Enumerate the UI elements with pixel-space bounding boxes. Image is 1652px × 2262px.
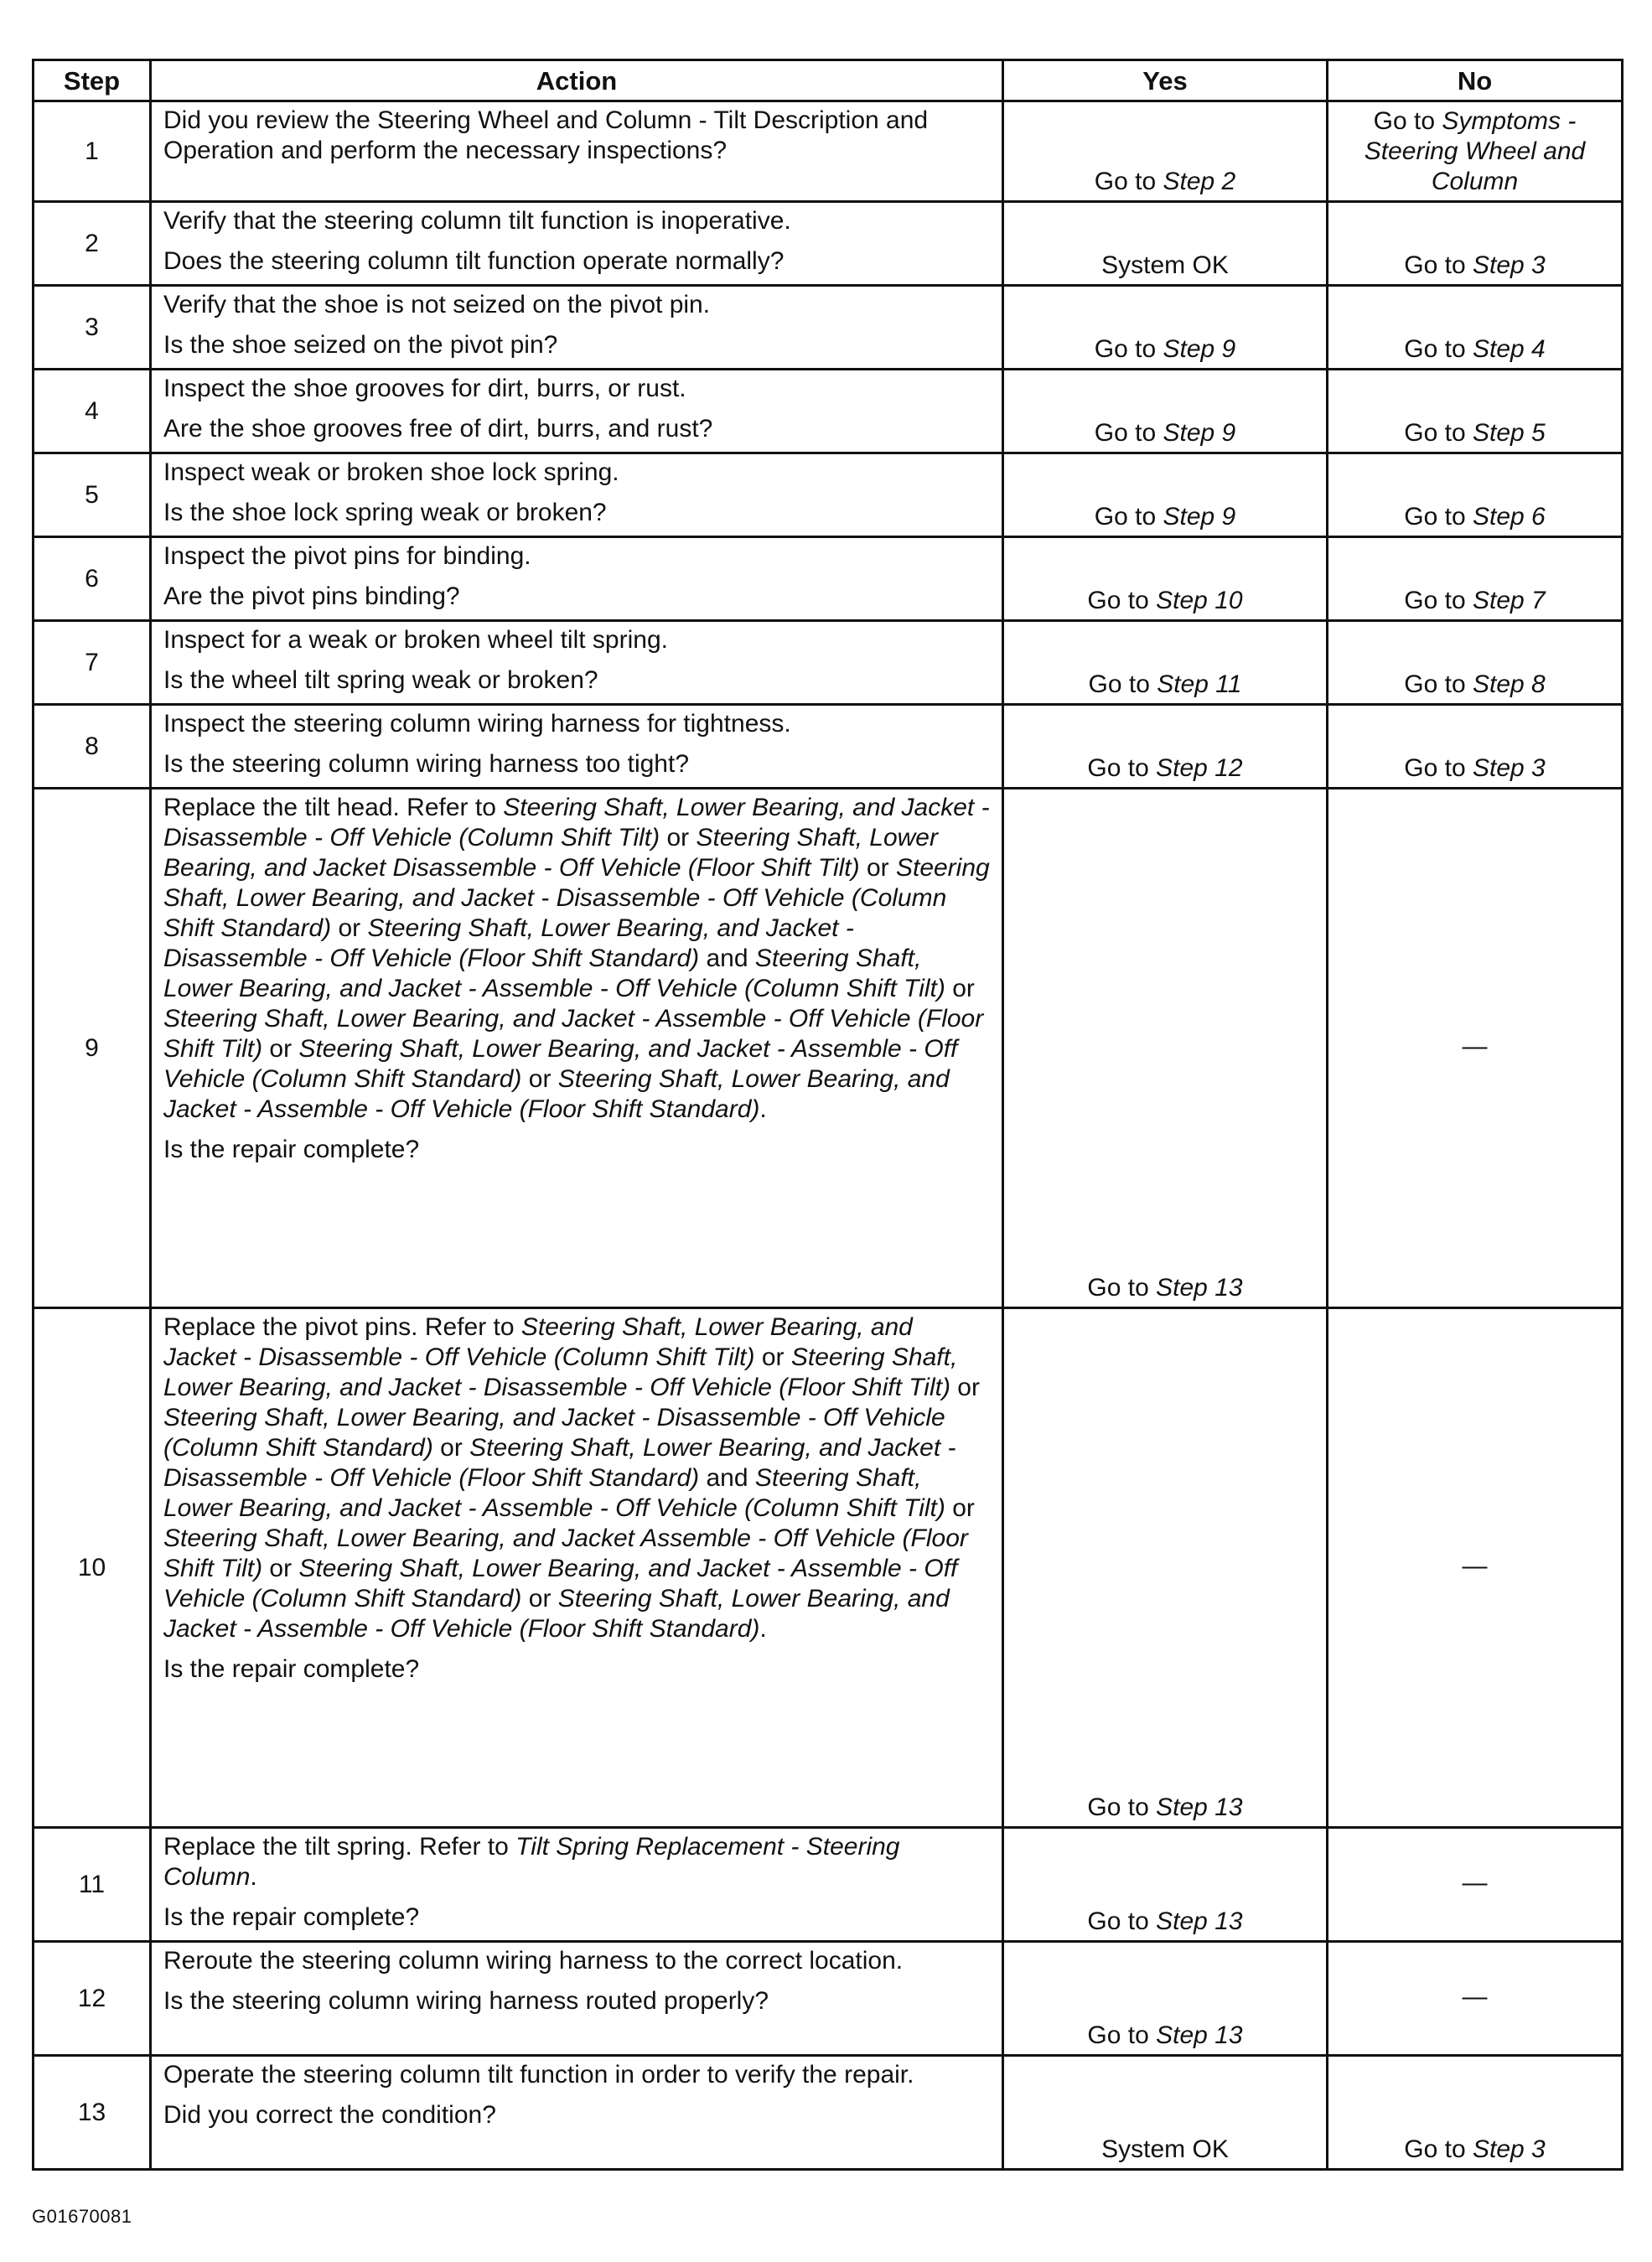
no-text: Go to [1404,251,1473,279]
no-cell [1328,202,1623,286]
step-number: 3 [34,286,151,370]
no-text: Go to [1404,503,1473,531]
no-text: Go to [1404,419,1473,447]
action-question: Is the shoe seized on the pivot pin? [163,331,558,359]
action-cell [151,286,1003,370]
no-step-reference: Step 7 [1472,587,1546,614]
no-step-reference: Step 4 [1472,335,1546,363]
yes-text: Go to [1087,754,1157,782]
yes-step-reference: Step 9 [1163,419,1236,447]
action-cell [151,370,1003,453]
step-number: 13 [34,2056,151,2170]
yes-step-reference: Step 13 [1156,1907,1243,1935]
step-number: 11 [34,1828,151,1942]
action-text: Verify that the shoe is not seized on the pivot pin. [163,291,711,318]
header-step: Step [34,60,151,101]
action-cell [151,453,1003,537]
action-text: Inspect for a weak or broken wheel tilt spring. [163,626,668,654]
action-text: Inspect the steering column wiring harness for tightness. [163,710,791,738]
action-description [163,1946,990,1976]
action-text: Replace the tilt head. Refer to [163,794,504,821]
step-number: 10 [34,1308,151,1828]
action-cell [151,202,1003,286]
action-text: and [699,1464,755,1492]
header-row [34,60,1623,101]
yes-cell [1003,370,1328,453]
procedure-reference: Steering Shaft, Lower Bearing, and Jacket - Assemble - Off Vehicle (Column Shift Tilt) [163,1464,945,1522]
action-description [163,1312,990,1644]
no-text: — [1462,1551,1488,1580]
action-text: or [262,1035,299,1063]
yes-cell [1003,621,1328,705]
yes-cell [1003,101,1328,202]
action-text: or [660,824,697,851]
yes-text: System OK [1101,251,1229,279]
step-number: 2 [34,202,151,286]
yes-cell [1003,705,1328,789]
no-text: Go to [1373,107,1442,135]
yes-text: Go to [1094,335,1163,363]
table-row [34,1828,1623,1942]
action-description [163,2060,990,2090]
action-text: or [950,1374,980,1401]
step-number: 5 [34,453,151,537]
yes-step-reference: Step 11 [1157,670,1242,698]
action-cell [151,101,1003,202]
yes-cell [1003,453,1328,537]
action-question: Is the repair complete? [163,1903,420,1931]
action-text: Replace the pivot pins. Refer to [163,1313,521,1341]
header-no: No [1328,60,1623,101]
table-row [34,101,1623,202]
action-text: Inspect weak or broken shoe lock spring. [163,458,619,486]
no-step-reference: Symptoms - Steering Wheel and Column [1364,107,1586,195]
action-text: Verify that the steering column tilt function is inoperative. [163,207,791,235]
action-description [163,106,990,166]
no-step-reference: Step 3 [1472,2135,1546,2163]
action-question: Is the steering column wiring harness too tight? [163,750,689,778]
yes-step-reference: Step 9 [1163,335,1236,363]
action-cell [151,789,1003,1308]
no-cell [1328,101,1623,202]
no-cell [1328,286,1623,370]
yes-text: Go to [1087,1794,1157,1821]
action-question: Is the repair complete? [163,1136,420,1163]
no-cell [1328,789,1623,1308]
yes-step-reference: Step 13 [1156,1274,1243,1302]
no-step-reference: Step 3 [1472,754,1546,782]
action-text: Inspect the pivot pins for binding. [163,542,531,570]
yes-text: Go to [1087,1274,1157,1302]
table-row [34,286,1623,370]
step-number: 6 [34,537,151,621]
no-text: Go to [1404,754,1473,782]
procedure-reference: Steering Shaft, Lower Bearing, and Jacket Disassemble - Off Vehicle (Floor Shift Tilt) [163,824,938,882]
action-cell [151,621,1003,705]
procedure-reference: Steering Shaft, Lower Bearing, and Jacket - Assemble - Off Vehicle (Column Shift Standard) [163,1555,958,1612]
action-cell [151,1308,1003,1828]
action-cell [151,1828,1003,1942]
action-text: Operate the steering column tilt function in order to verify the repair. [163,2061,914,2089]
action-cell [151,537,1003,621]
no-cell [1328,621,1623,705]
action-description [163,206,990,236]
no-text: Go to [1404,335,1473,363]
action-text: or [945,1494,975,1522]
yes-step-reference: Step 13 [1156,1794,1243,1821]
table-row [34,621,1623,705]
action-question: Is the shoe lock spring weak or broken? [163,499,607,526]
action-text: or [521,1065,558,1093]
step-number: 4 [34,370,151,453]
procedure-reference: Steering Shaft, Lower Bearing, and Jacket - Assemble - Off Vehicle (Column Shift Tilt) [163,945,945,1002]
no-cell [1328,2056,1623,2170]
action-text: or [945,975,975,1002]
action-text: Replace the tilt spring. Refer to [163,1833,516,1861]
action-text: . [759,1095,767,1123]
yes-cell [1003,202,1328,286]
no-text: — [1462,1982,1488,2011]
table-body [34,101,1623,2170]
yes-step-reference: Step 9 [1163,503,1236,531]
yes-text: Go to [1087,587,1157,614]
table-row [34,1308,1623,1828]
action-question: Does the steering column tilt function operate normally? [163,247,785,275]
action-description [163,1832,990,1892]
header-yes: Yes [1003,60,1328,101]
action-cell [151,1942,1003,2056]
yes-cell [1003,2056,1328,2170]
procedure-reference: Steering Shaft, Lower Bearing, and Jacket - Disassemble - Off Vehicle (Column Shift Standard) [163,1404,945,1462]
no-text: Go to [1404,587,1473,614]
action-description [163,625,990,655]
action-description [163,374,990,404]
action-text: or [331,914,368,942]
yes-cell [1003,286,1328,370]
action-text: or [859,854,896,882]
procedure-reference: Tilt Spring Replacement - Steering Column [163,1833,900,1891]
step-number: 7 [34,621,151,705]
yes-step-reference: Step 13 [1156,2021,1243,2049]
no-cell [1328,1308,1623,1828]
table-row [34,1942,1623,2056]
procedure-reference: Steering Shaft, Lower Bearing, and Jacket - Assemble - Off Vehicle (Column Shift Standard) [163,1035,958,1093]
yes-cell [1003,789,1328,1308]
step-number: 1 [34,101,151,202]
action-question: Did you correct the condition? [163,2101,496,2129]
procedure-reference: Steering Shaft, Lower Bearing, and Jacket - Disassemble - Off Vehicle (Column Shift Tilt) [163,1313,913,1371]
diagnostic-document [32,59,1621,2171]
yes-cell [1003,1828,1328,1942]
procedure-reference: Steering Shaft, Lower Bearing, and Jacket - Disassemble - Off Vehicle (Floor Shift Standard) [163,1434,956,1492]
yes-cell [1003,1942,1328,2056]
no-step-reference: Step 6 [1472,503,1546,531]
diagnostic-table [32,59,1624,2171]
yes-cell [1003,1308,1328,1828]
yes-text: Go to [1087,1907,1157,1935]
yes-text: Go to [1094,419,1163,447]
yes-step-reference: Step 2 [1163,168,1236,195]
header-action: Action [151,60,1003,101]
action-question: Is the repair complete? [163,1655,420,1683]
procedure-reference: Steering Shaft, Lower Bearing, and Jacket - Disassemble - Off Vehicle (Column Shift Tilt) [163,794,990,851]
no-text: Go to [1404,670,1473,698]
procedure-reference: Steering Shaft, Lower Bearing, and Jacket - Assemble - Off Vehicle (Floor Shift Tilt) [163,1005,984,1063]
yes-text: Go to [1094,168,1163,195]
action-description [163,458,990,488]
procedure-reference: Steering Shaft, Lower Bearing, and Jacket Assemble - Off Vehicle (Floor Shift Tilt) [163,1524,968,1582]
yes-text: System OK [1101,2135,1229,2163]
no-cell [1328,1942,1623,2056]
table-row [34,705,1623,789]
action-description [163,709,990,739]
yes-text: Go to [1088,670,1157,698]
table-row [34,789,1623,1308]
action-text: or [521,1585,558,1612]
action-text: . [759,1615,767,1643]
action-question: Are the shoe grooves free of dirt, burrs, and rust? [163,415,713,443]
action-question: Are the pivot pins binding? [163,582,460,610]
action-text: Did you review the Steering Wheel and Column - Tilt Description and Operation and perform the necessary inspections? [163,106,929,164]
table-row [34,537,1623,621]
no-cell [1328,453,1623,537]
step-number: 8 [34,705,151,789]
action-cell [151,705,1003,789]
action-text: and [699,945,755,972]
no-text: — [1462,1868,1488,1897]
action-text: . [250,1863,257,1891]
procedure-reference: Steering Shaft, Lower Bearing, and Jacket - Assemble - Off Vehicle (Floor Shift Standard) [163,1065,950,1123]
no-step-reference: Step 3 [1472,251,1546,279]
no-cell [1328,537,1623,621]
action-text: or [432,1434,470,1462]
no-cell [1328,705,1623,789]
yes-step-reference: Step 12 [1156,754,1243,782]
no-step-reference: Step 8 [1472,670,1546,698]
table-row [34,2056,1623,2170]
procedure-reference: Steering Shaft, Lower Bearing, and Jacket - Assemble - Off Vehicle (Floor Shift Standard) [163,1585,950,1643]
procedure-reference: Steering Shaft, Lower Bearing, and Jacket - Disassemble - Off Vehicle (Column Shift Standard) [163,854,990,942]
no-cell [1328,370,1623,453]
step-number: 12 [34,1942,151,2056]
table-row [34,202,1623,286]
action-description [163,793,990,1125]
action-question: Is the steering column wiring harness routed properly? [163,1987,769,2015]
yes-step-reference: Step 10 [1156,587,1243,614]
action-text: or [262,1555,299,1582]
no-text: — [1462,1032,1488,1060]
action-question: Is the wheel tilt spring weak or broken? [163,666,598,694]
action-text: Inspect the shoe grooves for dirt, burrs, or rust. [163,375,686,402]
table-row [34,453,1623,537]
no-cell [1328,1828,1623,1942]
action-description [163,290,990,320]
action-cell [151,2056,1003,2170]
procedure-reference: Steering Shaft, Lower Bearing, and Jacket - Disassemble - Off Vehicle (Floor Shift Tilt) [163,1343,958,1401]
no-text: Go to [1404,2135,1473,2163]
yes-text: Go to [1087,2021,1157,2049]
action-text: or [754,1343,791,1371]
no-step-reference: Step 5 [1472,419,1546,447]
table-row [34,370,1623,453]
action-description [163,541,990,572]
yes-cell [1003,537,1328,621]
action-text: Reroute the steering column wiring harness to the correct location. [163,1947,904,1975]
yes-text: Go to [1094,503,1163,531]
procedure-reference: Steering Shaft, Lower Bearing, and Jacket - Disassemble - Off Vehicle (Floor Shift Standard) [163,914,854,972]
figure-id: G01670081 [32,2206,132,2227]
step-number: 9 [34,789,151,1308]
